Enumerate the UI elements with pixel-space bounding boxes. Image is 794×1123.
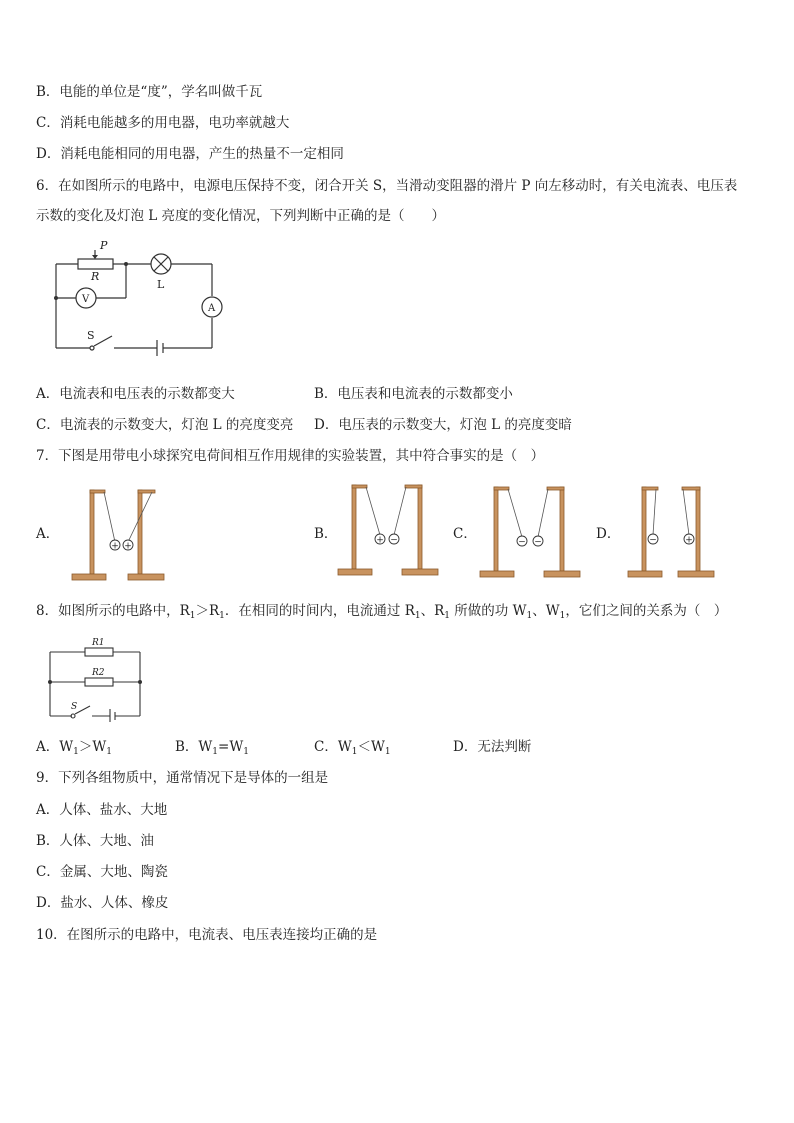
q7-b-right-charge: − [390, 535, 398, 546]
q6-label-v: V [82, 294, 90, 305]
q6-label-l: L [157, 278, 165, 291]
q7-apparatus-a [70, 488, 175, 584]
q7-stem: 7．下图是用带电小球探究电荷间相互作用规律的实验装置，其中符合事实的是（ ） [36, 448, 545, 464]
q8-option-b: B．$W_1=W_1$ [175, 739, 249, 757]
q7-c-right-charge: − [534, 537, 542, 548]
q6-label-p: P [100, 239, 108, 252]
q9-option-b: B．人体、大地、油 [36, 833, 154, 849]
q9-option-d: D．盐水、人体、橡皮 [36, 895, 169, 911]
q6-label-r: R [91, 270, 100, 283]
q6-stem-line2: 示数的变化及灯泡 L 亮度的变化情况，下列判断中正确的是（ ） [36, 208, 446, 224]
q7-c-left-charge: − [518, 537, 526, 548]
q8-label-r2: R2 [92, 668, 105, 678]
q7-d-right-charge: + [685, 535, 693, 546]
q8-stem: 8．如图所示的电路中，$R_1>R_1$．在相同的时间内，电流通过 $R_1$、$R_1$ 所做的功 $W_1$、$W_1$，它们之间的关系为（ ） [36, 603, 728, 621]
q9-option-c: C．金属、大地、陶瓷 [36, 864, 168, 880]
q6-stem-line1: 6．在如图所示的电路中，电源电压保持不变，闭合开关 S，当滑动变阻器的滑片 P 向左移动时，有关电流表、电压表 [36, 178, 738, 194]
q7-a-right-charge: + [124, 541, 132, 552]
q7-apparatus-b [336, 483, 442, 579]
q6-option-d: D．电压表的示数变大，灯泡 L 的亮度变暗 [314, 417, 572, 433]
q8-option-a: A．$W_1>W_1$ [36, 739, 112, 757]
q7-apparatus-c [478, 485, 584, 581]
q6-option-c: C．电流表的示数变大，灯泡 L 的亮度变亮 [36, 417, 294, 433]
q10-stem: 10．在图所示的电路中，电流表、电压表连接均正确的是 [36, 927, 378, 943]
q7-label-d: D． [596, 526, 621, 542]
q5-option-c: C．消耗电能越多的用电器，电功率就越大 [36, 115, 290, 131]
q7-d-left-charge: − [649, 535, 657, 546]
q6-label-a: A [208, 303, 216, 314]
q7-label-c: C． [453, 526, 477, 542]
q9-stem: 9．下列各组物质中，通常情况下是导体的一组是 [36, 770, 329, 786]
q7-b-left-charge: + [376, 535, 384, 546]
q9-option-a: A．人体、盐水、大地 [36, 802, 168, 818]
q6-option-b: B．电压表和电流表的示数都变小 [314, 386, 513, 402]
q5-option-b: B．电能的单位是“度”，学名叫做千瓦 [36, 84, 263, 100]
q7-a-left-charge: + [111, 541, 119, 552]
q8-label-r1: R1 [92, 638, 105, 648]
q8-option-c: C．$W_1<W_1$ [314, 739, 391, 757]
q5-option-d: D．消耗电能相同的用电器，产生的热量不一定相同 [36, 146, 344, 162]
q6-label-s: S [87, 329, 95, 342]
q7-label-b: B． [314, 526, 338, 542]
q7-label-a: A． [36, 526, 60, 542]
q7-apparatus-d [626, 485, 718, 581]
q6-option-a: A．电流表和电压表的示数都变大 [36, 386, 235, 402]
q8-option-d: D．无法判断 [453, 739, 532, 755]
q6-circuit-diagram [40, 238, 230, 358]
q8-circuit-diagram [42, 634, 148, 722]
q8-label-s: S [71, 702, 78, 712]
